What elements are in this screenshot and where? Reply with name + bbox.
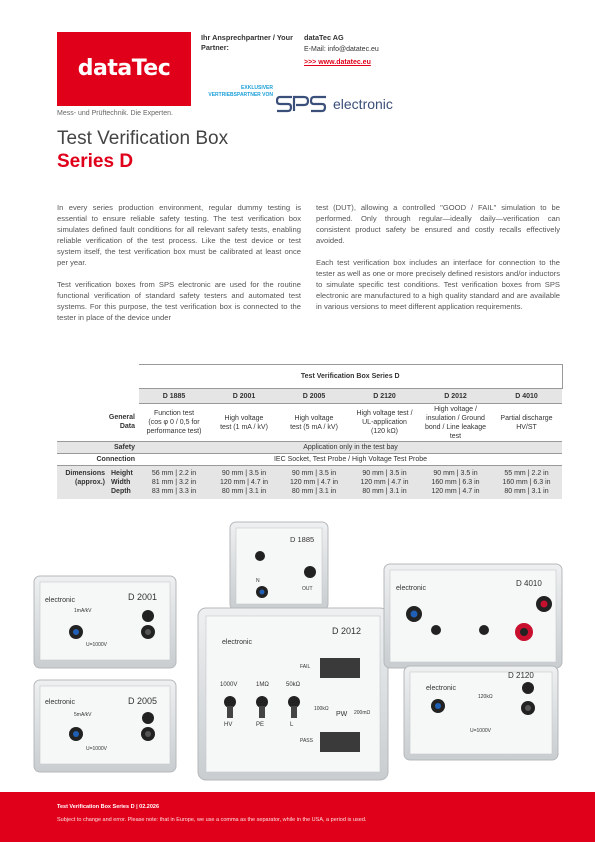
box-d2005 [34, 680, 176, 772]
model-header: D 2005 [279, 389, 349, 404]
dimension-cell: 90 mm | 3.5 in 120 mm | 4.7 in 80 mm | 3.1 in [209, 466, 279, 499]
label-pw: PW [336, 711, 348, 718]
spec-table [57, 364, 563, 499]
dimension-cell: 55 mm | 2.2 in 160 mm | 6.3 in 80 mm | 3.1 in [491, 466, 562, 499]
general-cell: High voltage / insulation / Ground bond / Line leakage test [420, 404, 491, 442]
product-photo [0, 520, 595, 792]
label-d2005: D 2005 [128, 696, 158, 706]
general-cell: Function test (cos φ 0 / 0,5 for performance test) [139, 404, 209, 442]
label-pe: PE [256, 722, 265, 728]
label-u1000: U=1000V [86, 746, 107, 752]
logo-text: dataTec [77, 56, 171, 81]
dimension-cell: 90 mm | 3.5 in 120 mm | 4.7 in 80 mm | 3.1 in [279, 466, 349, 499]
label-1m: 1MΩ [256, 682, 269, 688]
label-200m: 200mΩ [354, 710, 371, 716]
footer-note: Subject to change and error. Please note: that in Europe, we use a comma as the separator, while in the USA, a period is used. [57, 817, 367, 823]
box-d1885 [230, 522, 328, 610]
intro-right-column [316, 202, 560, 323]
box-d4010 [384, 564, 562, 668]
label-d1885: D 1885 [290, 535, 315, 544]
label-d2012: D 2012 [332, 626, 362, 636]
box-d2012 [198, 608, 388, 780]
label-pass: PASS [300, 738, 313, 744]
connection-value: IEC Socket, Test Probe / High Voltage Test Probe [139, 454, 562, 466]
label-l: L [290, 722, 294, 728]
datatec-logo [57, 32, 191, 106]
dimension-names: Height Width Depth [109, 466, 139, 499]
footer-title: Test Verification Box Series D | 02.2026 [57, 804, 160, 810]
label-sps: electronic [45, 597, 75, 604]
label-out: OUT [302, 586, 313, 592]
model-header: D 2012 [420, 389, 491, 404]
dimension-cell: 90 mm | 3.5 in 120 mm | 4.7 in 80 mm | 3.1 in [349, 466, 420, 499]
row-label-dimensions: Dimensions (approx.) [57, 466, 109, 499]
general-cell: High voltage test (1 mA / kV) [209, 404, 279, 442]
slogan: Mess- und Prüftechnik. Die Experten. [57, 110, 173, 117]
row-label-safety: Safety [57, 442, 139, 454]
intro-paragraph: test (DUT), allowing a controlled "GOOD / FAIL" simulation to be performed. Only through regular—ideally daily—verification can consistent product safety be ensured and costly recalls effectively avoided. [316, 203, 560, 245]
intro-left-column [57, 202, 301, 334]
label-sps: electronic [45, 699, 75, 706]
label-u1: 1mA/kV [74, 608, 92, 614]
row-label-general: General Data [57, 404, 139, 442]
label-fail: FAIL [300, 664, 311, 670]
sps-logo-icon [276, 92, 332, 116]
label-sps: electronic [426, 685, 456, 692]
contact-label: Ihr Ansprechpartner / Your Partner: [201, 33, 293, 52]
intro-paragraph: Test verification boxes from SPS electronic are used for the routine functional verification of standard safety testers and automated test systems. For this purpose, the test verification box is connected to the tester in place of the device under [57, 280, 301, 322]
label-50k: 50kΩ [286, 682, 301, 688]
label-d2120: D 2120 [508, 671, 534, 680]
partner-label: EXKLUSIVER VERTRIEBSPARTNER VON [208, 85, 273, 98]
dimension-cell: 90 mm | 3.5 in 160 mm | 6.3 in 120 mm | 4.7 in [420, 466, 491, 499]
label-100k: 100kΩ [314, 706, 329, 712]
model-header: D 2120 [349, 389, 420, 404]
label-sps: electronic [396, 585, 426, 592]
model-header: D 1885 [139, 389, 209, 404]
label-d4010: D 4010 [516, 579, 542, 588]
contact-email[interactable]: E-Mail: info@datatec.eu [304, 46, 379, 53]
general-cell: High voltage test (5 mA / kV) [279, 404, 349, 442]
label-u1000: U=1000V [470, 728, 491, 734]
table-caption: Test Verification Box Series D [139, 365, 562, 389]
general-cell: High voltage test / UL-application (120 kΩ) [349, 404, 420, 442]
intro-paragraph: In every series production environment, regular dummy testing is essential to ensure reliable safety testing. The test verification box simulates defined fault conditions for all relevant safety tests, enabling reliable verification of the test process. Like the test device or test system itself, the test verification box must be calibrated at least once per year. [57, 203, 301, 267]
box-d2120 [404, 666, 558, 760]
label-d2001: D 2001 [128, 592, 158, 602]
label-120k: 120kΩ [478, 694, 493, 700]
website-link[interactable]: >>> www.datatec.eu [304, 59, 371, 66]
dimension-cell: 56 mm | 2.2 in 81 mm | 3.2 in 83 mm | 3.3 in [139, 466, 209, 499]
safety-value: Application only in the test bay [139, 442, 562, 454]
footer [0, 792, 595, 842]
contact-company: dataTec AG [304, 33, 344, 42]
label-u1000: U=1000V [86, 642, 107, 648]
general-cell: Partial discharge HV/ST [491, 404, 562, 442]
page-title: Test Verification Box [57, 128, 229, 149]
label-sps: electronic [222, 639, 252, 646]
intro-paragraph: Each test verification box includes an interface for connection to the tester as well as one or more precisely defined resistors and/or inductors to simulate specific test conditions. Test verification boxes from SPS electronic are manufactured to a high quality standard and are available in various versions to meet different application requirements. [316, 258, 560, 311]
label-1000v: 1000V [220, 682, 238, 688]
model-header: D 2001 [209, 389, 279, 404]
label-u5: 5mA/kV [74, 712, 92, 718]
box-d2001 [34, 576, 176, 668]
page-subtitle: Series D [57, 151, 134, 172]
partner-brand: electronic [333, 96, 393, 112]
label-n: N [256, 578, 260, 584]
row-label-connection: Connection [57, 454, 139, 466]
label-hv: HV [224, 722, 233, 728]
model-header: D 4010 [491, 389, 562, 404]
